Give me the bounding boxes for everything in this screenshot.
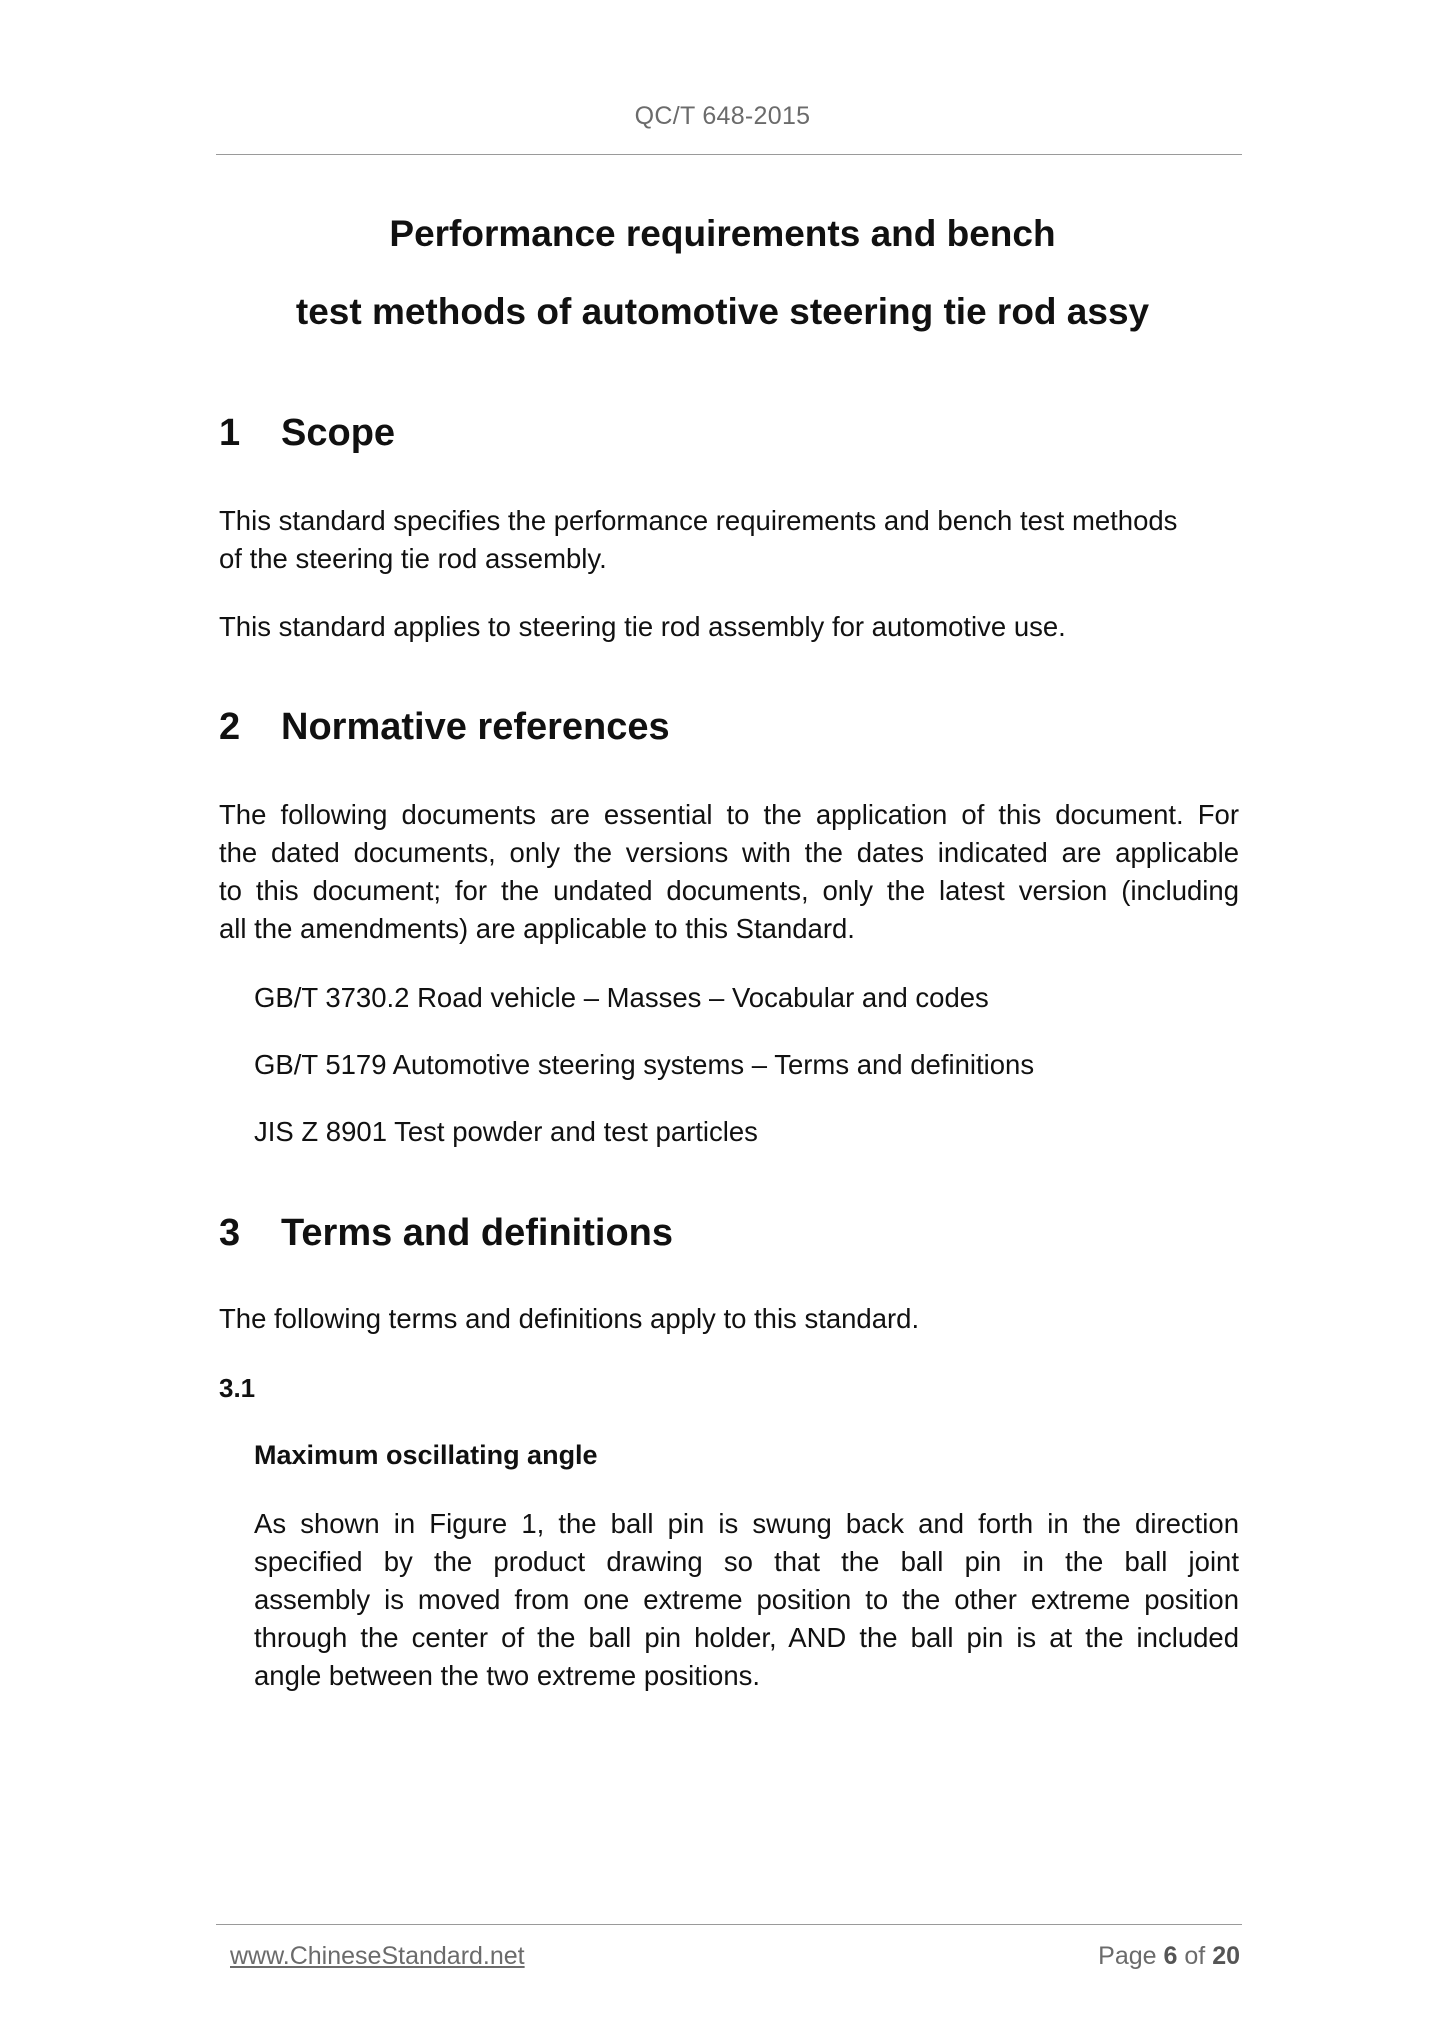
terms-intro (219, 1300, 1239, 1338)
paragraph-line: all the amendments) are applicable to this Standard. (219, 913, 855, 944)
page-current: 6 (1163, 1942, 1178, 1970)
standard-code-header: QC/T 648-2015 (634, 102, 811, 130)
paragraph-line: This standard specifies the performance requirements and bench test methods (219, 505, 1178, 536)
footer-website-link[interactable]: www.ChineseStandard.net (230, 1942, 525, 1970)
document-title-line-1: Performance requirements and bench (389, 213, 1056, 254)
section-title: Normative references (281, 706, 670, 748)
clause-number: 3.1 (219, 1373, 256, 1403)
definition-line: As shown in Figure 1, the ball pin is swung back and forth in the direction (254, 1508, 1239, 1539)
section-heading-normative-references (219, 706, 670, 749)
section-number: 3 (219, 1212, 241, 1254)
paragraph-line: The following terms and definitions apply to this standard. (219, 1303, 920, 1334)
document-title-line-2: test methods of automotive steering tie rod assy (295, 291, 1150, 332)
paragraph-line: This standard applies to steering tie rod assembly for automotive use. (219, 611, 1066, 642)
scope-paragraph-1 (219, 502, 1239, 578)
reference-item: GB/T 5179 Automotive steering systems – Terms and definitions (254, 1049, 1035, 1080)
definition-line: angle between the two extreme positions. (254, 1660, 760, 1691)
section-heading-scope (219, 412, 395, 455)
footer-divider (216, 1924, 1242, 1925)
paragraph-line: of the steering tie rod assembly. (219, 543, 607, 574)
definition-line: assembly is moved from one extreme position to the other extreme position (254, 1584, 1239, 1615)
page-total: 20 (1212, 1942, 1240, 1970)
section-title: Terms and definitions (281, 1212, 674, 1254)
section-number: 1 (219, 412, 241, 454)
paragraph-line: the dated documents, only the versions with the dates indicated are applicable (219, 837, 1239, 868)
page-number (1098, 1942, 1240, 1971)
reference-item: JIS Z 8901 Test powder and test particles (254, 1116, 758, 1147)
page-of-label: of (1184, 1942, 1206, 1970)
scope-paragraph-2 (219, 608, 1239, 646)
term-title: Maximum oscillating angle (254, 1440, 598, 1470)
paragraph-line: to this document; for the undated documents, only the latest version (including (219, 875, 1239, 906)
reference-item: GB/T 3730.2 Road vehicle – Masses – Vocabular and codes (254, 982, 989, 1013)
page-label: Page (1098, 1942, 1157, 1970)
section-heading-terms-definitions (219, 1212, 673, 1255)
definition-line: specified by the product drawing so that the ball pin in the ball joint (254, 1546, 1239, 1577)
section-number: 2 (219, 706, 241, 748)
paragraph-line: The following documents are essential to the application of this document. For (219, 799, 1239, 830)
normative-paragraph (219, 796, 1239, 948)
section-title: Scope (281, 412, 396, 454)
term-definition (254, 1505, 1239, 1695)
definition-line: through the center of the ball pin holder, AND the ball pin is at the included (254, 1622, 1239, 1653)
header-divider (216, 154, 1242, 155)
